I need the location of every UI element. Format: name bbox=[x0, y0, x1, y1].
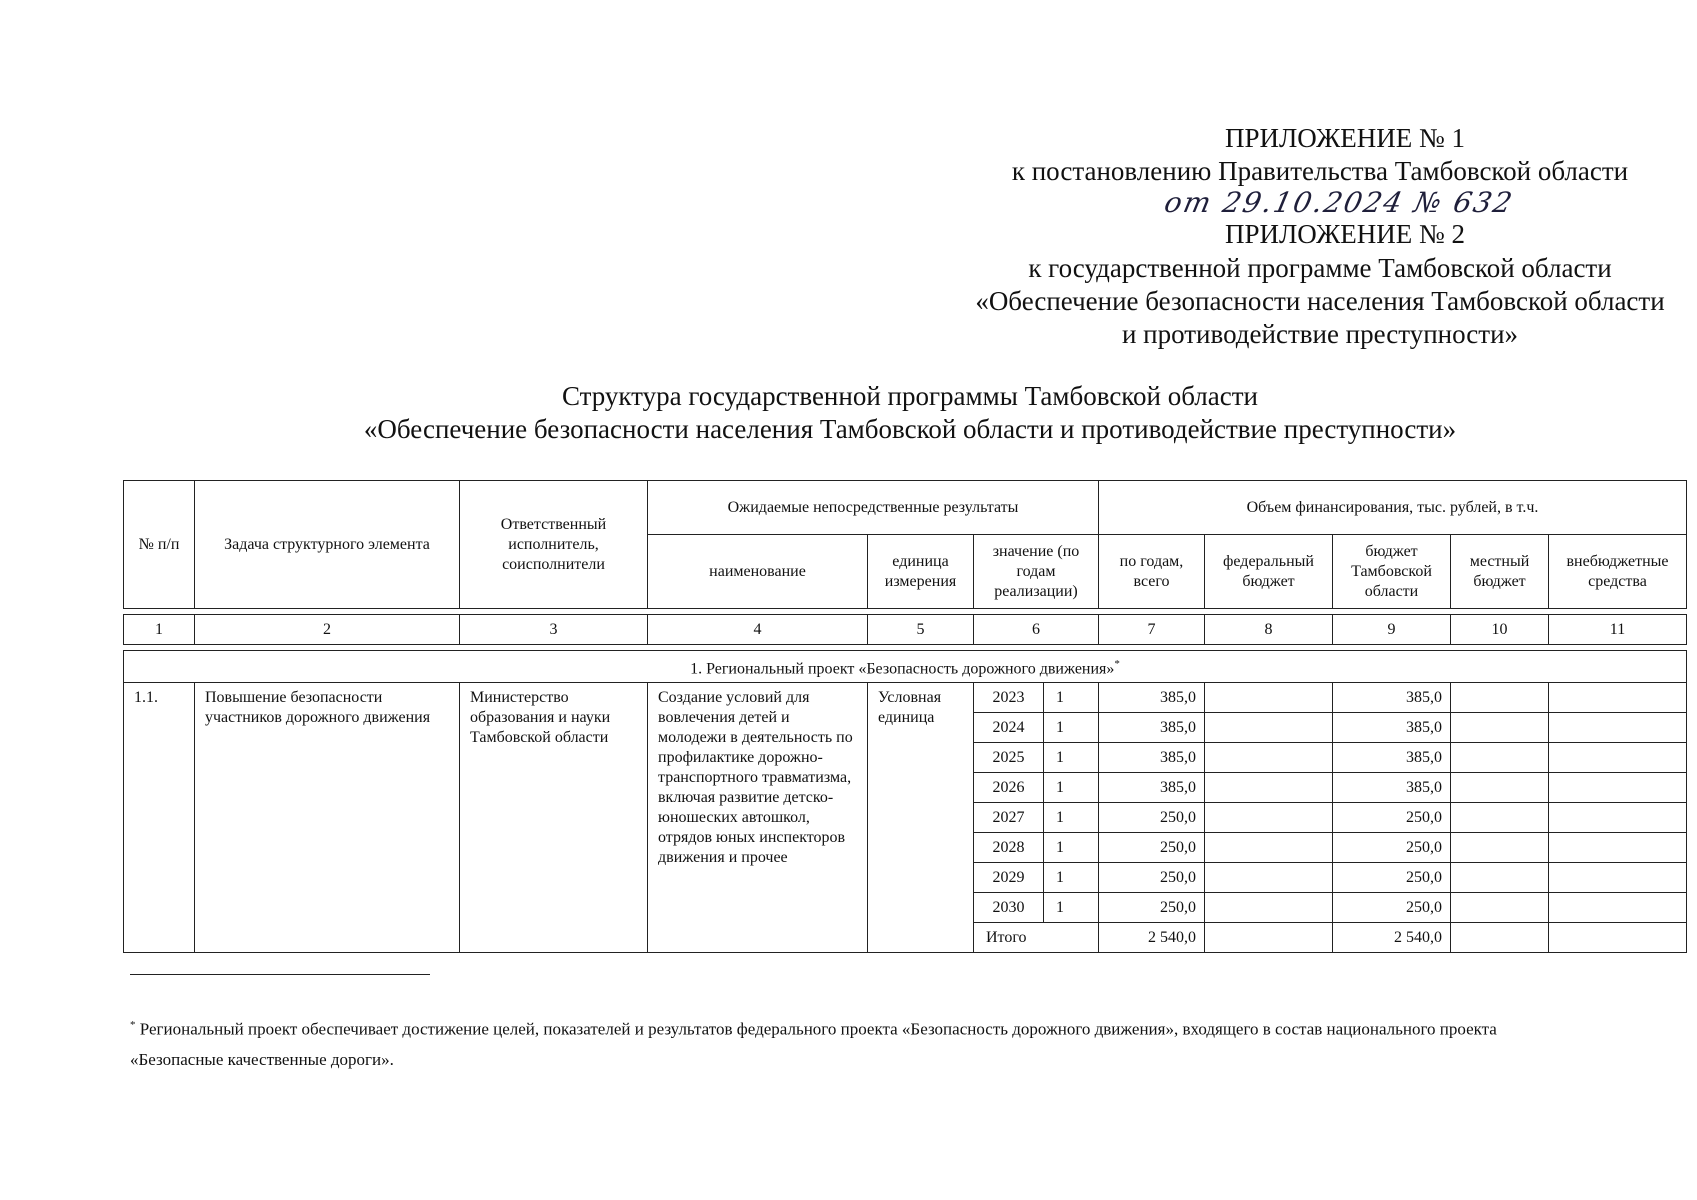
header-executor: Ответственный исполнитель, соисполнители bbox=[460, 481, 648, 609]
grand-regional-cell: 2 540,0 bbox=[1333, 923, 1451, 953]
column-number: 1 bbox=[124, 615, 195, 645]
column-number: 3 bbox=[460, 615, 648, 645]
appendix-1-heading: ПРИЛОЖЕНИЕ № 1 bbox=[1224, 123, 1466, 153]
grand-extra-cell bbox=[1549, 923, 1687, 953]
regional-cell: 385,0 bbox=[1333, 773, 1451, 803]
extra-cell bbox=[1549, 713, 1687, 743]
footnote bbox=[130, 1010, 1590, 1075]
program-name-line2: и противодействие преступности» bbox=[1121, 319, 1519, 349]
local-cell bbox=[1451, 833, 1549, 863]
column-number: 9 bbox=[1333, 615, 1451, 645]
resolution-reference: к постановлению Правительства Тамбовской области bbox=[1011, 156, 1629, 186]
value-cell: 1 bbox=[1044, 773, 1099, 803]
header-extra: внебюджетные средства bbox=[1549, 535, 1687, 609]
header-result-name: наименование bbox=[648, 535, 868, 609]
federal-cell bbox=[1205, 713, 1333, 743]
local-cell bbox=[1451, 803, 1549, 833]
row-number: 1.1. bbox=[124, 683, 195, 953]
regional-cell: 385,0 bbox=[1333, 743, 1451, 773]
value-cell: 1 bbox=[1044, 803, 1099, 833]
document-title-line1: Структура государственной программы Тамбовской области bbox=[561, 381, 1258, 411]
total-cell: 250,0 bbox=[1099, 893, 1205, 923]
local-cell bbox=[1451, 683, 1549, 713]
value-cell: 1 bbox=[1044, 833, 1099, 863]
header-regional: бюджет Тамбовской области bbox=[1333, 535, 1451, 609]
regional-cell: 250,0 bbox=[1333, 833, 1451, 863]
total-cell: 385,0 bbox=[1099, 773, 1205, 803]
federal-cell bbox=[1205, 893, 1333, 923]
regional-cell: 250,0 bbox=[1333, 803, 1451, 833]
section-title-text: 1. Региональный проект «Безопасность дорожного движения» bbox=[690, 660, 1115, 678]
appendix-2-heading: ПРИЛОЖЕНИЕ № 2 bbox=[1224, 219, 1466, 249]
year-cell: 2026 bbox=[974, 773, 1044, 803]
local-cell bbox=[1451, 893, 1549, 923]
value-cell: 1 bbox=[1044, 743, 1099, 773]
federal-cell bbox=[1205, 743, 1333, 773]
column-number: 11 bbox=[1549, 615, 1687, 645]
row-unit: Условная единица bbox=[868, 683, 974, 953]
footnote-text: Региональный проект обеспечивает достижение целей, показателей и результатов федерального проекта «Безопасность дорожного движения», входящего в состав национального проекта «Безопасные качественные дороги». bbox=[130, 1019, 1497, 1069]
extra-cell bbox=[1549, 803, 1687, 833]
total-cell: 250,0 bbox=[1099, 833, 1205, 863]
column-number: 8 bbox=[1205, 615, 1333, 645]
extra-cell bbox=[1549, 863, 1687, 893]
handwritten-date-number: от 29.10.2024 № 632 bbox=[1161, 186, 1517, 219]
value-cell: 1 bbox=[1044, 893, 1099, 923]
year-cell: 2023 bbox=[974, 683, 1044, 713]
local-cell bbox=[1451, 863, 1549, 893]
column-number: 2 bbox=[195, 615, 460, 645]
local-cell bbox=[1451, 713, 1549, 743]
header-task: Задача структурного элемента bbox=[195, 481, 460, 609]
federal-cell bbox=[1205, 683, 1333, 713]
regional-cell: 250,0 bbox=[1333, 863, 1451, 893]
year-cell: 2024 bbox=[974, 713, 1044, 743]
header-unit: единица измерения bbox=[868, 535, 974, 609]
total-cell: 385,0 bbox=[1099, 683, 1205, 713]
local-cell bbox=[1451, 743, 1549, 773]
column-number: 5 bbox=[868, 615, 974, 645]
program-name-line1: «Обеспечение безопасности населения Тамбовской области bbox=[975, 286, 1665, 316]
regional-cell: 385,0 bbox=[1333, 713, 1451, 743]
footnote-marker: * bbox=[1114, 657, 1120, 670]
column-number: 10 bbox=[1451, 615, 1549, 645]
year-cell: 2028 bbox=[974, 833, 1044, 863]
row-task: Повышение безопасности участников дорожного движения bbox=[195, 683, 460, 953]
header-local: местный бюджет bbox=[1451, 535, 1549, 609]
total-cell: 250,0 bbox=[1099, 863, 1205, 893]
extra-cell bbox=[1549, 683, 1687, 713]
extra-cell bbox=[1549, 893, 1687, 923]
regional-cell: 385,0 bbox=[1333, 683, 1451, 713]
extra-cell bbox=[1549, 833, 1687, 863]
grand-federal-cell bbox=[1205, 923, 1333, 953]
value-cell: 1 bbox=[1044, 863, 1099, 893]
year-cell: 2030 bbox=[974, 893, 1044, 923]
total-cell: 250,0 bbox=[1099, 803, 1205, 833]
extra-cell bbox=[1549, 743, 1687, 773]
year-cell: 2025 bbox=[974, 743, 1044, 773]
total-cell: 385,0 bbox=[1099, 743, 1205, 773]
extra-cell bbox=[1549, 773, 1687, 803]
grand-local-cell bbox=[1451, 923, 1549, 953]
header-value: значение (по годам реализации) bbox=[974, 535, 1099, 609]
column-number: 6 bbox=[974, 615, 1099, 645]
grand-total-cell: 2 540,0 bbox=[1099, 923, 1205, 953]
header-financing-group: Объем финансирования, тыс. рублей, в т.ч. bbox=[1099, 481, 1687, 535]
federal-cell bbox=[1205, 833, 1333, 863]
federal-cell bbox=[1205, 803, 1333, 833]
column-number: 4 bbox=[648, 615, 868, 645]
regional-cell: 250,0 bbox=[1333, 893, 1451, 923]
header-results-group: Ожидаемые непосредственные результаты bbox=[648, 481, 1099, 535]
program-structure-table bbox=[123, 480, 1687, 953]
local-cell bbox=[1451, 773, 1549, 803]
footnote-marker: * bbox=[130, 1019, 136, 1031]
federal-cell bbox=[1205, 773, 1333, 803]
section-title bbox=[124, 651, 1687, 683]
value-cell: 1 bbox=[1044, 713, 1099, 743]
header-by-years: по годам, всего bbox=[1099, 535, 1205, 609]
year-cell: 2029 bbox=[974, 863, 1044, 893]
document-title-line2: «Обеспечение безопасности населения Тамбовской области и противодействие преступности» bbox=[363, 414, 1457, 444]
total-label: Итого bbox=[974, 923, 1099, 953]
value-cell: 1 bbox=[1044, 683, 1099, 713]
footnote-divider bbox=[130, 974, 430, 975]
column-number: 7 bbox=[1099, 615, 1205, 645]
program-reference: к государственной программе Тамбовской области bbox=[1028, 253, 1612, 283]
federal-cell bbox=[1205, 863, 1333, 893]
row-result-name: Создание условий для вовлечения детей и молодежи в деятельность по профилактике дорожно-транспортного травматизма, включая развитие детско-юношеских автошкол, отрядов юных инспекторов движения и прочее bbox=[648, 683, 868, 953]
header-federal: федеральный бюджет bbox=[1205, 535, 1333, 609]
total-cell: 385,0 bbox=[1099, 713, 1205, 743]
year-cell: 2027 bbox=[974, 803, 1044, 833]
row-executor: Министерство образования и науки Тамбовской области bbox=[460, 683, 648, 953]
header-num: № п/п bbox=[124, 481, 195, 609]
